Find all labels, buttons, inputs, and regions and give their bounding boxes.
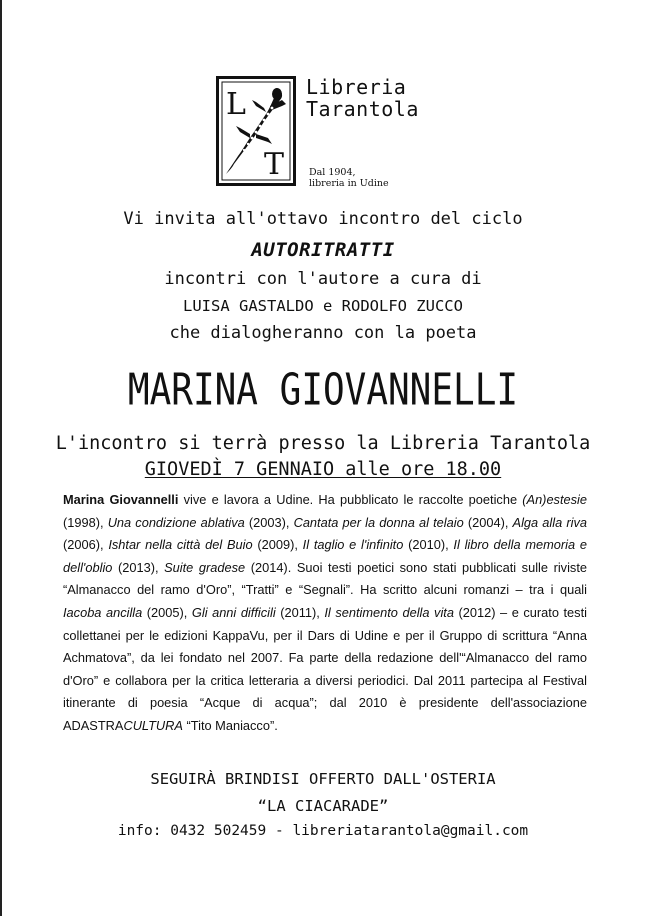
svg-text:L: L [226,87,246,122]
svg-text:T: T [264,147,285,182]
bio-text: (2011), [275,604,325,620]
bio-text: (2009), [252,537,303,553]
bio-book-title: Ishtar nella città del Buio [108,537,253,553]
bio-text: vive e lavora a Udine. Ha pubblicato le raccolte poetiche [178,492,523,507]
bio-text: (2004), [463,514,513,530]
bio-text: (2006), [63,537,109,553]
osteria-name: “LA CIACARADE” [257,797,389,815]
bio-text: (2010), [403,537,454,553]
bio-book-title: Alga alla riva [512,514,587,530]
poet-biography [63,489,587,738]
bio-text: (2005), [142,604,192,620]
bio-text: “Tito Maniacco”. [182,717,278,733]
bio-text: (2014). Suoi testi poetici sono stati pubblicati sulle riviste “Almanacco del ramo d'Oro”, “Tratti” e “Segnali”. Ha scritto alcuni romanzi – tra i quali [63,559,587,598]
toast-line: SEGUIRÀ BRINDISI OFFERTO DALL'OSTERIA [150,770,496,788]
poet-name: MARINA GIOVANNELLI [127,365,519,416]
bookshop-name-line1: Libreria [306,75,407,99]
tagline-line1: Dal 1904, [309,167,356,178]
curated-by-line: incontri con l'autore a cura di [164,269,482,289]
bookshop-tagline [309,167,389,189]
tagline-line2: libreria in Udine [309,178,389,189]
bio-book-title: Il taglio e l'infinito [302,537,404,553]
bio-book-title: (An)estesie [522,492,587,507]
dialog-line: che dialogheranno con la poeta [169,323,477,343]
bookshop-name-line2: Tarantola [306,97,419,121]
contact-info: info: 0432 502459 - libreriatarantola@gmail.com [117,823,529,839]
invite-line: Vi invita all'ottavo incontro del ciclo [123,209,523,229]
bio-text: (1998), [63,514,108,530]
lizard-logo-icon [216,76,296,186]
bio-book-title: Iacoba ancilla [63,604,143,620]
date-text: GIOVEDÌ 7 GENNAIO alle ore 18.00 [144,459,502,480]
bio-book-title: Gli anni difficili [191,604,276,620]
bookshop-name [306,76,419,120]
bio-book-title: Una condizione ablativa [107,514,245,530]
bio-text: (2012) – e curato testi collettanei per le edizioni KappaVu, per il Dars di Udine e per il Gruppo di scrittura “Anna Achmatova”, da lei fondato nel 2007. Fa parte della redazione dell'“Almanacco del ramo d'Oro” e collabora per la critica letteraria a diversi periodici. Dal 2011 partecipa al Festival itinerante di poesia “Acque di acqua”; dal 2010 è presidente dell'associazione ADASTRA [63,604,587,733]
bio-text: (2003), [244,514,294,530]
bio-book-title: Il libro della memoria e dell'oblio [63,537,587,575]
hosts-line: LUISA GASTALDO e RODOLFO ZUCCO [183,297,463,315]
venue-line: L'incontro si terrà presso la Libreria Tarantola [55,433,591,454]
bio-poet-name: Marina Giovannelli [63,492,179,507]
bio-book-title: Suite gradese [164,559,246,575]
series-title: AUTORITRATTI [251,239,395,261]
bookshop-logo [216,76,296,186]
bio-text: (2013), [112,559,165,575]
bio-book-title: Cantata per la donna al telaio [293,514,464,530]
bio-book-title: Il sentimento della vita [324,604,454,620]
date-line [0,458,646,482]
bio-association-italic: CULTURA [123,717,183,733]
